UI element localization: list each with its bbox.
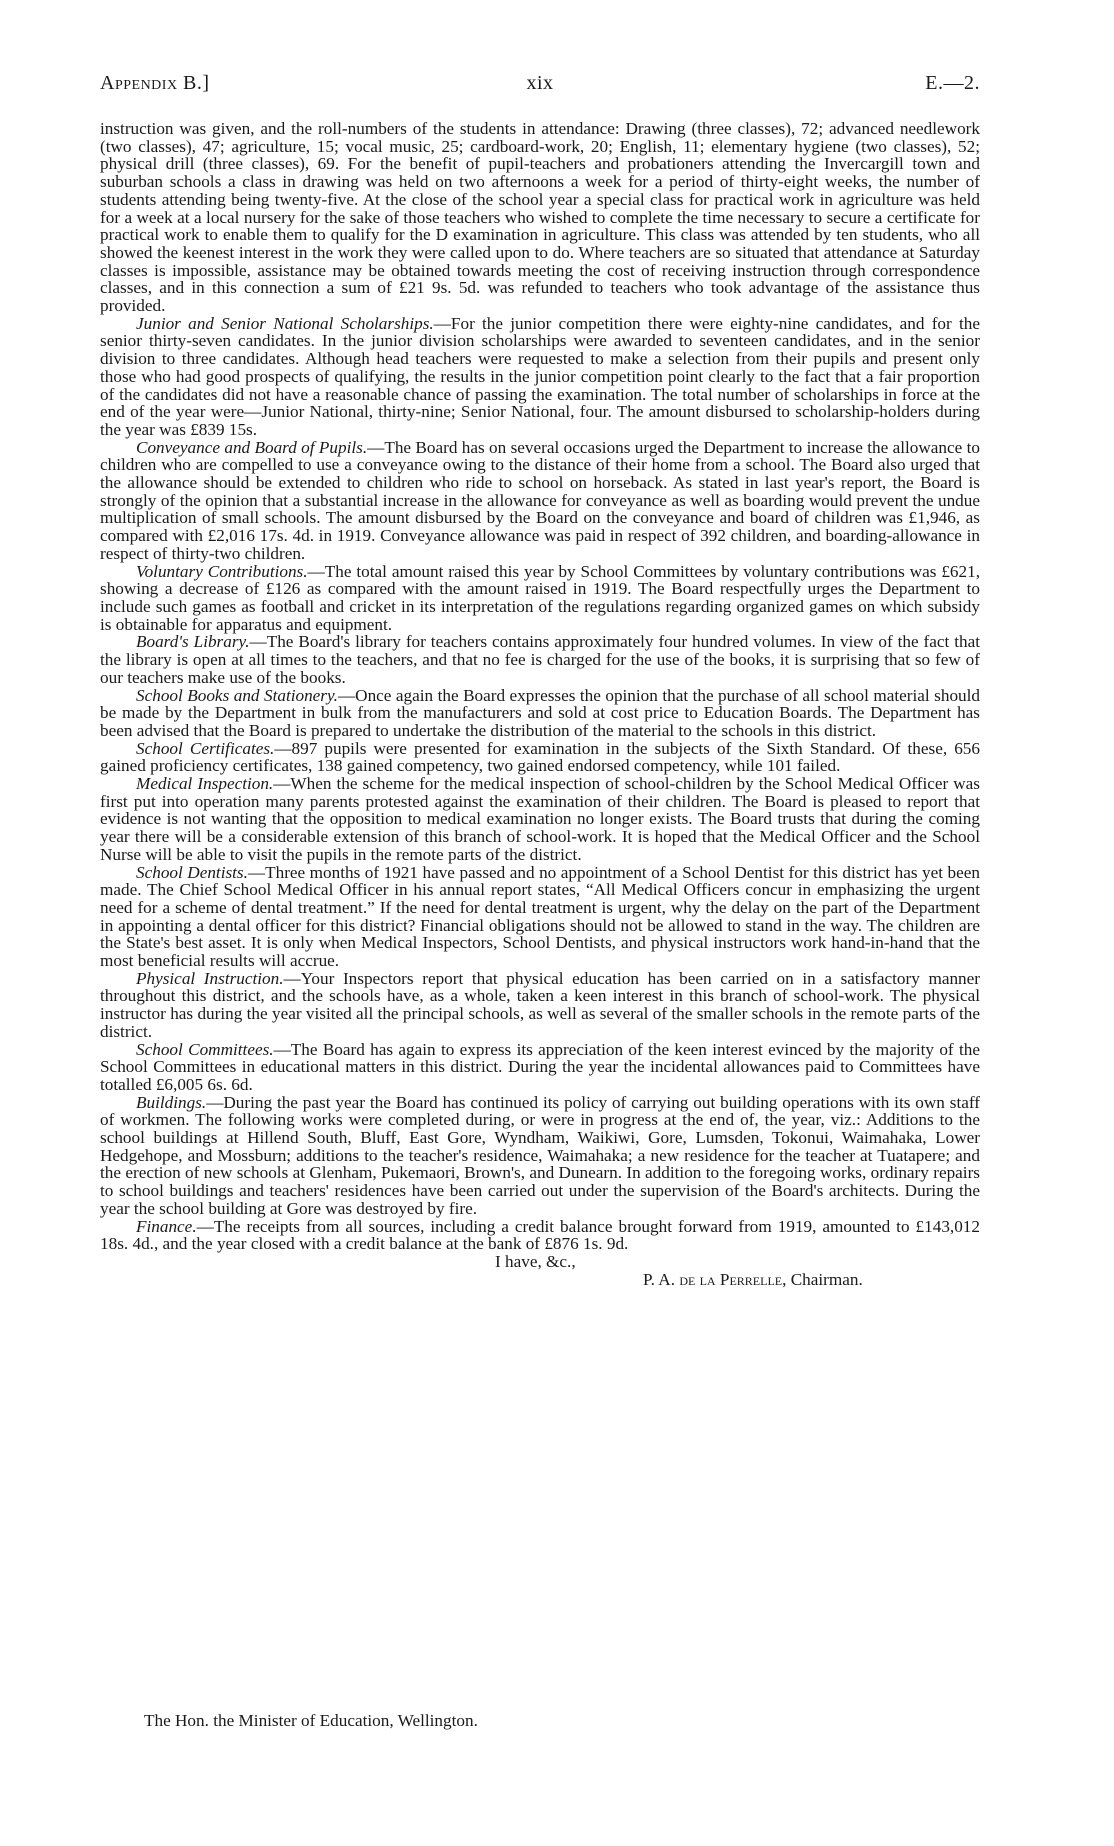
paragraph-physical-instruction [100,970,980,1041]
paragraph-heading: Voluntary Contributions. [136,561,308,581]
header-reference: E.—2. [925,72,980,94]
paragraph-text: —897 pupils were presented for examination in the subjects of the Sixth Standard. Of these, 656 gained proficiency certificates, 138 gained competency, two gained endorsed competency, while 101 failed. [100,738,980,776]
paragraph-voluntary-contributions [100,563,980,634]
paragraph-text: —The Board has again to express its appreciation of the keen interest evinced by the majority of the School Committees in educational matters in this district. During the year the incidental allowances paid to Committees have totalled £6,005 6s. 6d. [100,1039,980,1094]
paragraph-text: —The Board's library for teachers contains approximately four hundred volumes. In view of the fact that the library is open at all times to the teachers, and that no fee is charged for the use of the books, it is surprising that so few of our teachers make use of the books. [100,632,980,687]
paragraph-scholarships [100,315,980,439]
page-header [100,72,980,102]
paragraph-committees [100,1041,980,1094]
paragraph-school-books [100,687,980,740]
paragraph-instruction [100,120,980,315]
paragraph-heading: Medical Inspection. [136,774,274,794]
paragraph-buildings [100,1094,980,1218]
document-page [100,72,980,1313]
paragraph-text: —The Board has on several occasions urged the Department to increase the allowance to children who are compelled to use a conveyance owing to the distance of their home from a school. The Board also urged that the allowance should be extended to children who ride to school on horseback. As stated in last year's report, the Board is strongly of the opinion that a substantial increase in the allowance for conveyance as well as boarding would prevent the undue multiplication of small schools. The amount disbursed by the Board on the conveyance and board of children was £1,946, as compared with £2,016 17s. 4d. in 1919. Conveyance allowance was paid in respect of 392 children, and boarding-allowance in respect of thirty-two children. [100,437,980,563]
paragraph-text: instruction was given, and the roll-numbers of the students in attendance: Drawing (three classes), 72; advanced needlework (two classes), 47; agriculture, 15; vocal music, 25; cardboard-work, 20; English, 11; elementary hygiene (two classes), 52; physical drill (three classes), 69. For the benefit of pupil-teachers and probationers attending the Invercargill town and suburban schools a class in drawing was held on two afternoons a week for a period of thirty-eight weeks, the number of students attending being twenty-five. At the close of the school year a special class for practical work in agriculture was held for a week at a local nursery for the sake of those teachers who wished to complete the time necessary to secure a certificate for practical work to enable them to qualify for the D examination in agriculture. This class was attended by ten students, who all showed the keenest interest in the work they were called upon to do. Where teachers are so situated that attendance at Saturday classes is impossible, assistance may be obtained towards meeting the cost of receiving instruction through correspondence classes, and in this connection a sum of £21 9s. 5d. was refunded to teachers who took advantage of the assistance thus provided. [100,119,980,316]
paragraph-text: —The receipts from all sources, including a credit balance brought forward from 1919, amounted to £143,012 18s. 4d., and the year closed with a credit balance at the bank of £876 1s. 9d. [100,1216,980,1254]
signature [643,1271,863,1289]
paragraph-heading: School Committees. [136,1039,274,1059]
paragraph-finance [100,1218,980,1253]
signature-initials: P. A. [643,1270,676,1289]
paragraph-text: —For the junior competition there were eighty-nine candidates, and for the senior thirty-seven candidates. In the junior division scholarships were awarded to seventeen candidates, and in the senior division to three candidates. Although head teachers were requested to make a selection from their pupils and present only those who had good prospects of qualifying, the results in the junior competition point clearly to the fact that a fair proportion of the candidates did not have a reasonable chance of passing the examination. The total number of scholarships in force at the end of the year were—Junior National, thirty-nine; Senior National, four. The amount disbursed to scholarship-holders during the year was £839 15s. [100,313,980,439]
paragraph-heading: Finance. [136,1216,197,1236]
paragraph-text: —Your Inspectors report that physical education has been carried on in a satisfactory manner throughout this district, and the schools have, as a whole, taken a keen interest in this branch of school-work. The physical instructor has during the year visited all the principal schools, as well as several of the smaller schools in the remote parts of the district. [100,968,980,1041]
paragraph-text: —When the scheme for the medical inspection of school-children by the School Medical Officer was first put into operation many parents protested against the examination of their children. The Board is pleased to report that evidence is not wanting that the opposition to medical examination no longer exists. The Board trusts that during the coming year there will be a considerable extension of this branch of school-work. It is hoped that the Medical Officer and the School Nurse will be able to visit the pupils in the remote parts of the district. [100,774,980,864]
paragraph-heading: Physical Instruction. [136,968,284,988]
paragraph-text: —The total amount raised this year by School Committees by voluntary contributions was £621, showing a decrease of £126 as compared with the amount raised in 1919. The Board respectfully urges the Department to include such games as football and cricket in its interpretation of the regulations regarding organized games on which subsidy is obtainable for apparatus and equipment. [100,561,980,634]
letter-closing [100,1253,980,1313]
paragraph-library [100,633,980,686]
paragraph-certificates [100,740,980,775]
closing-salutation: I have, &c., [495,1252,576,1271]
paragraph-heading: School Books and Stationery. [136,685,338,705]
signature-name: de la Perrelle [679,1270,783,1289]
paragraph-dentists [100,864,980,970]
paragraph-heading: School Dentists. [136,862,248,882]
paragraph-conveyance [100,439,980,563]
paragraph-heading: School Certificates. [136,738,275,758]
addressee: The Hon. the Minister of Education, Wellington. [144,1711,478,1730]
header-appendix: Appendix B.] [100,72,210,94]
paragraph-text: —Three months of 1921 have passed and no appointment of a School Dentist for this district has yet been made. The Chief School Medical Officer in his annual report states, “All Medical Officers concur in emphasizing the urgent need for a scheme of dental treatment.” If the need for dental treatment is urgent, why the delay on the part of the Department in appointing a dental officer for this district? Financial obligations should not be allowed to stand in the way. The children are the State's best asset. It is only when Medical Inspectors, School Dentists, and physical instructors work hand-in-hand that the most beneficial results will accrue. [100,862,980,971]
paragraph-medical-inspection [100,775,980,864]
header-page-number: xix [526,72,554,94]
paragraph-text: —During the past year the Board has continued its policy of carrying out building operations with its own staff of workmen. The following works were completed during, or were in progress at the end of, the year, viz.: Additions to the school buildings at Hillend South, Bluff, East Gore, Wyndham, Waikiwi, Gore, Lumsden, Tokonui, Waimahaka, Lower Hedgehope, and Mossburn; additions to the teacher's residence, Waimahaka; a new residence for the teacher at Tuatapere; and the erection of new schools at Glenham, Pukemaori, Brown's, and Dunearn. In addition to the foregoing works, ordinary repairs to school buildings and teachers' residences have been carried out under the supervision of the Board's architects. During the year the school building at Gore was destroyed by fire. [100,1092,980,1218]
paragraph-heading: Buildings. [136,1092,207,1112]
paragraph-heading: Junior and Senior National Scholarships. [136,313,434,333]
paragraph-text: —Once again the Board expresses the opinion that the purchase of all school material should be made by the Department in bulk from the manufacturers and sold at cost price to Education Boards. The Department has been advised that the Board is prepared to undertake the distribution of the material to the schools in this district. [100,685,981,740]
paragraph-heading: Conveyance and Board of Pupils. [136,437,368,457]
paragraph-heading: Board's Library. [136,632,250,652]
signature-title: , Chairman. [782,1270,863,1289]
body-text [100,120,980,1253]
